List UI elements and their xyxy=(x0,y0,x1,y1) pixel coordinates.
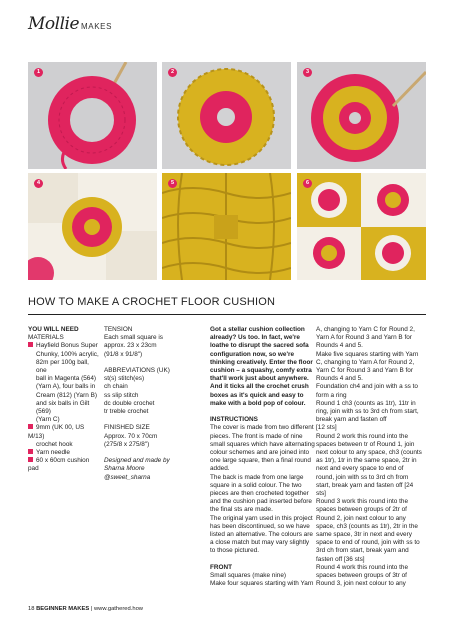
intro-column xyxy=(210,326,318,588)
text-line: break yarn and fasten off xyxy=(316,416,387,424)
step-photo-2 xyxy=(162,62,291,169)
brand-tag: MAKES xyxy=(81,22,113,31)
materials-list-item-cont: Chunky, 100% acrylic, xyxy=(36,350,99,358)
text-line: small squares which have alternating xyxy=(210,440,315,448)
photo-4-image xyxy=(28,173,157,280)
text-line: Approx. 70 x 70cm xyxy=(104,432,158,440)
step-number-badge: 4 xyxy=(34,179,43,188)
tension-text xyxy=(104,334,196,359)
text-line: a close match but may vary slightly xyxy=(210,539,310,547)
finished-size-text xyxy=(104,433,196,449)
text-line: pieces are then crocheted together xyxy=(210,490,309,498)
text-line: Round 2 work this round into the xyxy=(316,432,409,440)
text-line: same space, 3tr in next and every xyxy=(316,531,412,539)
text-line: Each small square is xyxy=(104,334,163,342)
abbreviations-list xyxy=(104,375,196,416)
text-line: Rounds 4 and 5. xyxy=(316,342,363,350)
text-line: C, changing to Yarn A for Round 2, xyxy=(316,358,415,366)
text-line: Make four squares starting with Yarn xyxy=(210,580,314,588)
step-photo-grid xyxy=(28,62,426,280)
text-line: one large square, then a final round xyxy=(210,457,311,465)
materials-list-item: 9mm (UK 00, US M/13) xyxy=(28,424,85,440)
text-line: spaces between groups of 3tr of xyxy=(316,572,407,580)
text-line: fasten off [36 sts] xyxy=(316,555,365,563)
front-text xyxy=(210,572,318,588)
text-line: [12 sts] xyxy=(316,424,337,432)
photo-6-image xyxy=(297,173,426,280)
text-line: spaces between groups of 2tr of xyxy=(316,506,407,514)
photo-5-image xyxy=(162,173,291,280)
step-number-badge: 5 xyxy=(168,179,177,188)
step-photo-3 xyxy=(297,62,426,169)
materials-list-item-cont: (Yarn C) xyxy=(36,416,60,424)
text-line: The back is made from one large xyxy=(210,473,304,481)
photo-3-image xyxy=(297,62,426,169)
text-line: next and every space to end of xyxy=(316,465,404,473)
bullet-icon xyxy=(28,342,33,347)
text-line: Rounds 4 and 5. xyxy=(316,375,363,383)
text-line: loathe to disrupt the sacred sofa xyxy=(210,342,309,350)
materials-column xyxy=(28,326,100,474)
you-will-need-heading: YOU WILL NEED xyxy=(28,326,79,333)
text-line: Round 1 ch3 (counts as 1tr), 11tr in xyxy=(316,399,416,407)
text-line: Small squares (make nine) xyxy=(210,572,287,580)
text-line: next colour to any space, ch3 (counts xyxy=(316,449,422,457)
materials-heading: MATERIALS xyxy=(28,334,64,342)
photo-1-image xyxy=(28,62,157,169)
step-number-badge: 2 xyxy=(168,68,177,77)
text-line: sts] xyxy=(316,490,326,498)
text-line: boxes as it's quick and easy to xyxy=(210,391,304,399)
text-line: Round 3, join next colour to any xyxy=(316,580,406,588)
text-line: round, join with ss to 3rd ch from xyxy=(316,473,409,481)
text-line: added. xyxy=(210,465,230,473)
intro-text xyxy=(210,326,318,408)
text-line: @sweet_sharna xyxy=(104,473,151,481)
text-line: tr treble crochet xyxy=(104,408,149,416)
step-photo-6 xyxy=(297,173,426,280)
masthead xyxy=(28,12,112,34)
text-line: Designed and made by xyxy=(104,457,170,465)
text-line: square in a solid colour. The two xyxy=(210,481,302,489)
materials-list-item-cont: and six balls in Gilt (569) xyxy=(36,399,90,416)
photo-2-image xyxy=(162,62,291,169)
text-line: ch chain xyxy=(104,383,128,391)
text-line: already? Us too. In fact, we're xyxy=(210,334,300,342)
text-line: spaces between tr of Round 1, join xyxy=(316,440,415,448)
text-line: ss slip stitch xyxy=(104,391,139,399)
text-line: pieces. The front is made of nine xyxy=(210,432,303,440)
text-line: make with a bold pop of colour. xyxy=(210,399,306,407)
text-line: listed an alternative. The colours are xyxy=(210,531,313,539)
step-photo-5 xyxy=(162,173,291,280)
materials-list-item-cont: (Yarn A), four balls in xyxy=(36,383,96,391)
text-line: cushion – a squashy, comfy extra xyxy=(210,367,312,375)
text-line: Make five squares starting with Yarn xyxy=(316,350,419,358)
text-line: Yarn A for Round 3 and Yarn B for xyxy=(316,334,412,342)
article-headline: HOW TO MAKE A CROCHET FLOOR CUSHION xyxy=(28,296,276,308)
designer-credit xyxy=(104,457,196,482)
materials-list-item: 60 x 60cm cushion pad xyxy=(28,457,90,473)
step-photo-4 xyxy=(28,173,157,280)
instructions-text xyxy=(210,424,318,555)
instructions-heading: INSTRUCTIONS xyxy=(210,416,258,424)
text-line: Round 2, join next colour to any xyxy=(316,514,406,522)
text-line: thinking creatively. Enter the floor xyxy=(210,358,313,366)
text-line: Round 4 work this round into the xyxy=(316,563,409,571)
text-line: dc double crochet xyxy=(104,399,155,407)
front-heading: FRONT xyxy=(210,563,233,571)
page-number: 18 xyxy=(28,606,35,612)
materials-list-item: Yarn needle xyxy=(28,449,100,457)
text-line: (275/8 x 275/8") xyxy=(104,440,150,448)
materials-list-item-cont: ball in Magenta (564) xyxy=(36,375,97,383)
step-number-badge: 1 xyxy=(34,68,43,77)
text-line: ring, join with ss to 3rd ch from start, xyxy=(316,408,419,416)
page-footer xyxy=(28,606,143,612)
pattern-text xyxy=(316,326,428,589)
brand-logo: Mollie xyxy=(28,14,80,34)
footer-separator: | xyxy=(90,606,93,612)
text-line: start, break yarn and fasten off [24 xyxy=(316,481,414,489)
text-line: the final sts are made. xyxy=(210,506,273,514)
materials-list-item-cont: crochet hook xyxy=(36,440,73,448)
text-line: that'll work just about anywhere. xyxy=(210,375,309,383)
text-line: (91/8 x 91/8") xyxy=(104,350,143,358)
text-line: st(s) stitch(es) xyxy=(104,375,145,383)
text-line: colour schemes and are joined into xyxy=(210,449,310,457)
details-column xyxy=(104,326,196,482)
text-line: has been discontinued, so we have xyxy=(210,522,310,530)
text-line: as 1tr), 1tr in the same space, 2tr in xyxy=(316,457,417,465)
bullet-icon xyxy=(28,457,33,462)
text-line: configuration now, so we're xyxy=(210,350,295,358)
text-line: The cover is made from two different xyxy=(210,424,314,432)
step-number-badge: 6 xyxy=(303,179,312,188)
abbreviations-heading: ABBREVIATIONS (UK) xyxy=(104,367,170,374)
text-line: space to end of round, join with ss to xyxy=(316,539,420,547)
text-line: form a ring xyxy=(316,391,347,399)
bullet-icon xyxy=(28,424,33,429)
text-line: and the cushion pad inserted before xyxy=(210,498,312,506)
finished-size-heading: FINISHED SIZE xyxy=(104,424,150,432)
text-line: 3rd ch from start, break yarn and xyxy=(316,547,409,555)
materials-list xyxy=(28,342,100,473)
text-line: The original yarn used in this project xyxy=(210,514,313,522)
text-line: A, changing to Yarn C for Round 2, xyxy=(316,326,415,333)
step-photo-1 xyxy=(28,62,157,169)
text-line: approx. 23 x 23cm xyxy=(104,342,157,350)
footer-url[interactable]: www.gathered.how xyxy=(94,606,143,612)
tension-heading: TENSION xyxy=(104,326,133,333)
magazine-name: BEGINNER MAKES xyxy=(36,606,90,612)
pattern-column xyxy=(316,326,428,589)
text-line: Got a stellar cushion collection xyxy=(210,326,305,333)
bullet-icon xyxy=(28,449,33,454)
text-line: space, ch3 (counts as 1tr), 2tr in the xyxy=(316,522,418,530)
text-line: to those pictured. xyxy=(210,547,260,555)
materials-list-item: Hayfield Bonus Super xyxy=(28,342,100,350)
materials-list-item-cont: Cream (812) (Yarn B) xyxy=(36,391,97,399)
headline-rule xyxy=(28,314,426,315)
text-line: Yarn C for Round 3 and Yarn B for xyxy=(316,367,413,375)
text-line: Round 3 work this round into the xyxy=(316,498,409,506)
text-line: And it ticks all the crochet crush xyxy=(210,383,309,391)
text-line: Foundation ch4 and join with a ss to xyxy=(316,383,418,391)
text-line: Sharna Moore xyxy=(104,465,145,473)
materials-list-item-cont: 82m per 100g ball, one xyxy=(36,358,89,375)
step-number-badge: 3 xyxy=(303,68,312,77)
